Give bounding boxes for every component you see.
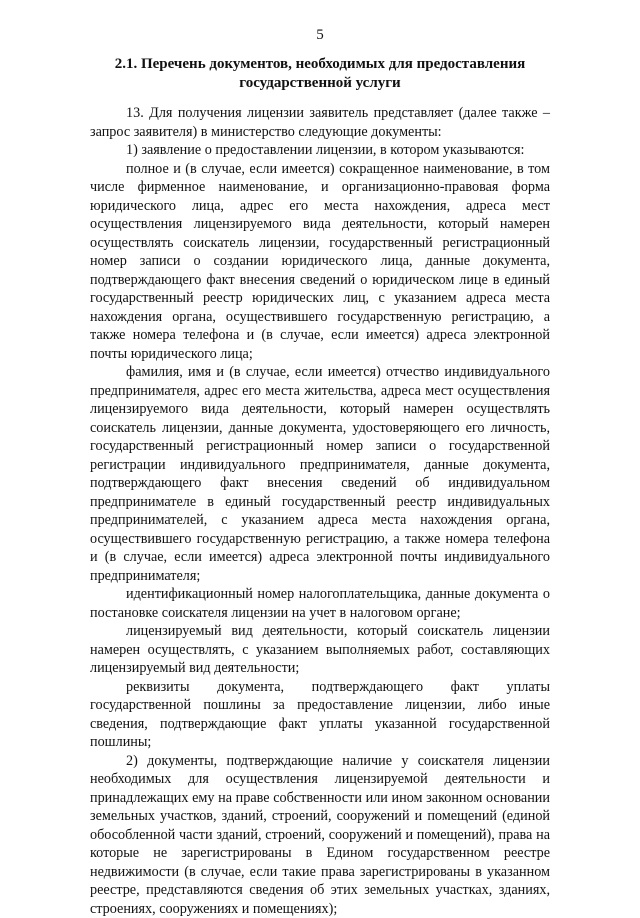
paragraph: фамилия, имя и (в случае, если имеется) отчество индивидуального предпринимателя, адрес его места жительства, адреса мест осуществления лицензируемого вида деятельности, который намерен осуществлять соискатель лицензии, данные документа, удостоверяющего его личность, государственный регистрационный номер записи о государственной регистрации индивидуального предпринимателя, данные документа, подтверждающего факт внесения сведений об индивидуальном предпринимателе в единый государственный реестр индивидуальных предпринимателей, с указанием адреса места нахождения органа, осуществившего государственную регистрацию, а также номера телефона и (в случае, если имеется) адреса электронной почты индивидуального предпринимателя; <box>90 363 550 585</box>
paragraph: 1) заявление о предоставлении лицензии, в котором указываются: <box>90 141 550 160</box>
page-number: 5 <box>0 26 640 44</box>
paragraph: лицензируемый вид деятельности, который соискатель лицензии намерен осуществлять, с указанием выполняемых работ, составляющих лицензируемый вид деятельности; <box>90 622 550 678</box>
section-heading: 2.1. Перечень документов, необходимых для предоставления государственной услуги <box>90 55 550 93</box>
paragraph: идентификационный номер налогоплательщика, данные документа о постановке соискателя лицензии на учет в налоговом органе; <box>90 585 550 622</box>
paragraph: реквизиты документа, подтверждающего факт уплаты государственной пошлины за предоставление лицензии, либо иные сведения, подтверждающие факт уплаты указанной государственной пошлины; <box>90 678 550 752</box>
paragraph: полное и (в случае, если имеется) сокращенное наименование, в том числе фирменное наименование, и организационно-правовая форма юридического лица, адрес его места нахождения, адреса мест осуществления лицензируемого вида деятельности, который намерен осуществлять соискатель лицензии, государственный регистрационный номер записи о создании юридического лица, данные документа, подтверждающего факт внесения сведений о юридическом лице в единый государственный реестр юридических лиц, с указанием адреса места нахождения органа, осуществившего государственную регистрацию, а также номера телефона и (в случае, если имеется) адреса электронной почты юридического лица; <box>90 160 550 364</box>
paragraph: 2) документы, подтверждающие наличие у соискателя лицензии необходимых для осуществления лицензируемой деятельности и принадлежащих ему на праве собственности или ином законном основании земельных участков, зданий, строений, сооружений и помещений (единой обособленной части зданий, строений, сооружений и помещений), права на которые не зарегистрированы в Едином государственном реестре недвижимости (в случае, если такие права зарегистрированы в указанном реестре, представляются сведения об этих земельных участках, зданиях, строениях, сооружениях и помещениях); <box>90 752 550 918</box>
paragraph: 13. Для получения лицензии заявитель представляет (далее также – запрос заявителя) в министерство следующие документы: <box>90 104 550 141</box>
document-body <box>90 104 550 918</box>
